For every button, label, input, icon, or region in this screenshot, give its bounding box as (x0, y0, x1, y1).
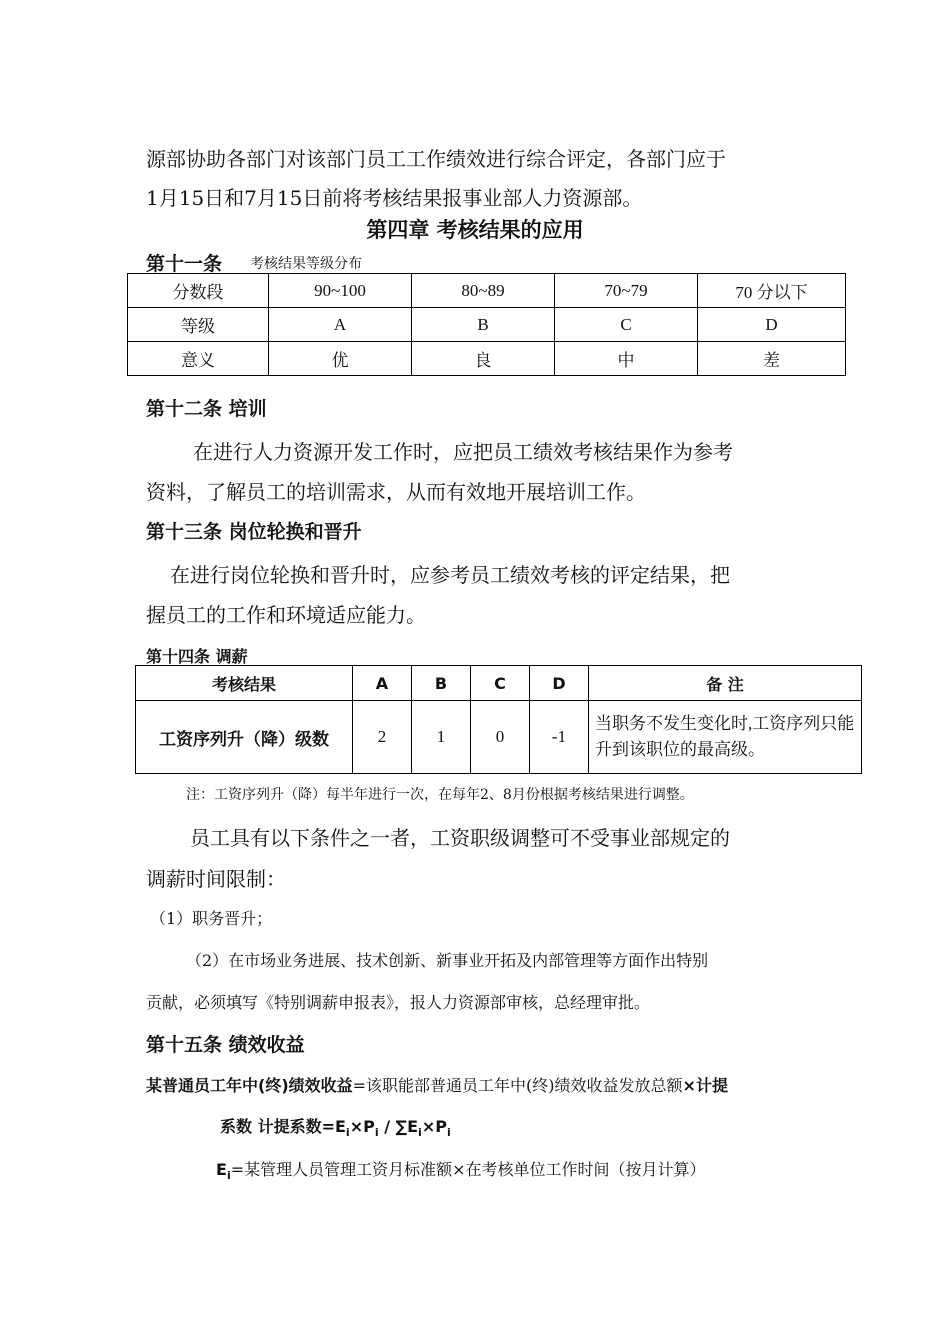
table-row (136, 701, 862, 774)
subscript: i (446, 1126, 451, 1140)
formula-line-1 (146, 1073, 728, 1096)
formula-bold-part: 某普通员工年中(终)绩效收益 (146, 1076, 353, 1095)
grade-distribution-table (127, 273, 846, 376)
table-cell: 差 (698, 342, 846, 376)
table-cell: D (698, 308, 846, 342)
subscript: i (226, 1169, 231, 1183)
intro-line-1: 源部协助各部门对该部门员工工作绩效进行综合评定，各部门应于 (146, 147, 726, 171)
salary-adjustment-table (135, 665, 862, 774)
times-p: ×P (421, 1117, 447, 1136)
times-p: ×P (349, 1117, 375, 1136)
table-cell: 良 (412, 342, 555, 376)
table-row (128, 342, 846, 376)
subscript: i (374, 1126, 379, 1140)
table-cell: 1 (412, 701, 471, 774)
table-cell: 工资序列升（降）级数 (136, 701, 353, 774)
table-cell: C (555, 308, 698, 342)
formula-bold-part-2: ×计提 (682, 1076, 728, 1095)
table-cell: 等级 (128, 308, 269, 342)
table-header-cell: A (353, 666, 412, 701)
ei-definition (216, 1157, 706, 1182)
article-12-title: 第十二条 培训 (146, 398, 267, 420)
table-cell: -1 (530, 701, 589, 774)
table-cell: 意义 (128, 342, 269, 376)
table-cell: 优 (269, 342, 412, 376)
subscript: i (345, 1126, 350, 1140)
article-12-line-1: 在进行人力资源开发工作时，应把员工绩效考核结果作为参考 (193, 440, 733, 464)
table-row (128, 274, 846, 308)
table-header-cell: D (530, 666, 589, 701)
table-header-cell: 考核结果 (136, 666, 353, 701)
article-13-line-2: 握员工的工作和环境适应能力。 (146, 603, 426, 627)
table-row (128, 308, 846, 342)
table-cell: A (269, 308, 412, 342)
ei-label: E (216, 1160, 227, 1179)
article-14-item-1: （1）职务晋升； (150, 909, 273, 928)
table-cell: B (412, 308, 555, 342)
article-14-para-line-2: 调薪时间限制： (146, 867, 286, 891)
formula-text-part: =该职能部普通员工年中(终)绩效收益发放总额 (352, 1076, 683, 1095)
article-13-line-1: 在进行岗位轮换和晋升时，应参考员工绩效考核的评定结果，把 (170, 563, 730, 587)
intro-line-2: 1月15日和7月15日前将考核结果报事业部人力资源部。 (146, 186, 643, 210)
article-13-title: 第十三条 岗位轮换和晋升 (146, 521, 362, 543)
divide-sum-e: / ∑E (378, 1117, 419, 1136)
table-cell: 70~79 (555, 274, 698, 308)
subscript: i (418, 1126, 422, 1140)
article-14-item-2-line-2: 贡献，必须填写《特别调薪申报表》，报人力资源部审核，总经理审批。 (146, 993, 651, 1012)
table-cell: 2 (353, 701, 412, 774)
table-cell-remark: 当职务不发生变化时,工资序列只能升到该职位的最高级。 (589, 701, 862, 774)
table-header-cell: 备 注 (589, 666, 862, 701)
table-cell: 分数段 (128, 274, 269, 308)
article-11-title: 第十一条 (146, 253, 223, 275)
ei-text: =某管理人员管理工资月标准额×在考核单位工作时间（按月计算） (230, 1160, 706, 1179)
article-14-para-line-1: 员工具有以下条件之一者，工资职级调整可不受事业部规定的 (190, 826, 730, 850)
formula-line-2 (220, 1114, 451, 1139)
table-header-cell: B (412, 666, 471, 701)
table-cell: 中 (555, 342, 698, 376)
table-cell: 90~100 (269, 274, 412, 308)
table-cell: 80~89 (412, 274, 555, 308)
article-11-subtitle: 考核结果等级分布 (250, 256, 362, 272)
table-cell: 70 分以下 (698, 274, 846, 308)
article-12-line-2: 资料，了解员工的培训需求，从而有效地开展培训工作。 (146, 480, 646, 504)
article-14-title: 第十四条 调薪 (146, 647, 248, 666)
table-header-row (136, 666, 862, 701)
table-cell: 0 (471, 701, 530, 774)
article-15-title: 第十五条 绩效收益 (146, 1034, 305, 1056)
formula-coefficient-label: 系数 计提系数=E (220, 1117, 346, 1136)
article-14-note: 注：工资序列升（降）每半年进行一次，在每年2、8月份根据考核结果进行调整。 (186, 787, 694, 803)
article-14-item-2-line-1: （2）在市场业务进展、技术创新、新事业开拓及内部管理等方面作出特别 (186, 951, 709, 970)
table-header-cell: C (471, 666, 530, 701)
chapter-title: 第四章 考核结果的应用 (366, 218, 584, 242)
